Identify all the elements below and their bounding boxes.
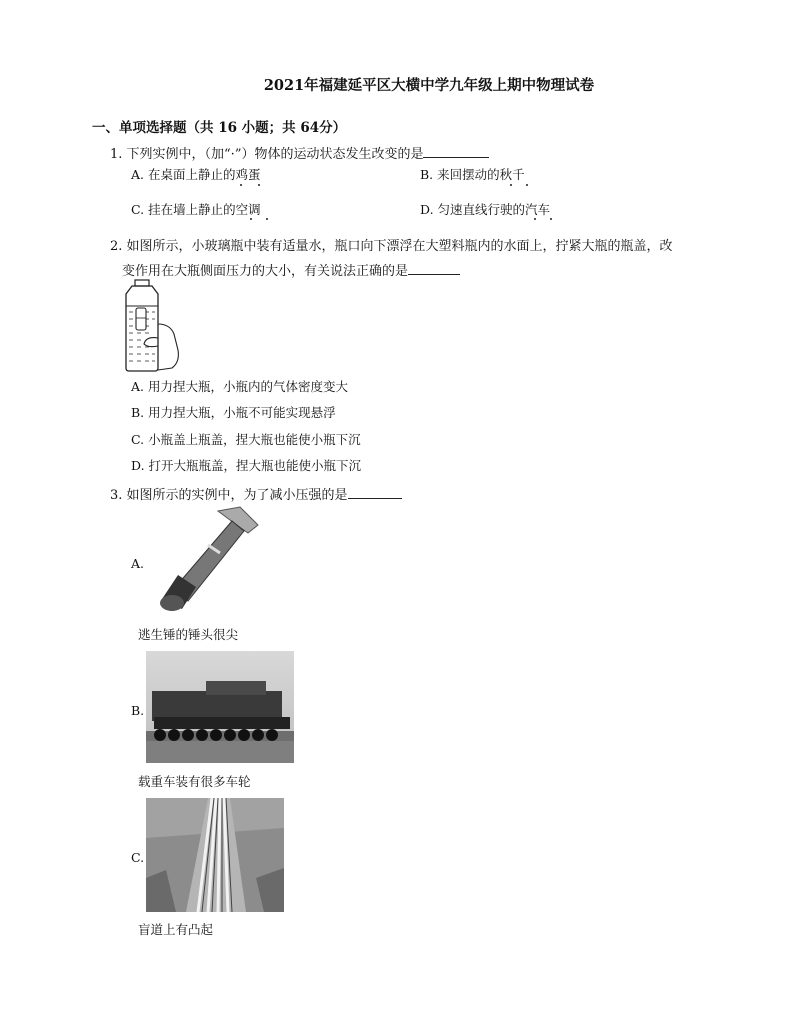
question-2-option-a: A. 用力捏大瓶，小瓶内的气体密度变大 [131, 379, 348, 394]
question-2-stem-line2 [122, 260, 460, 279]
emphasis-dot [526, 184, 528, 186]
emphasis-dot [258, 184, 260, 186]
question-3-stem [110, 484, 402, 503]
question-1-option-d: D. 匀速直线行驶的汽车 [420, 202, 551, 217]
emphasis-dot [266, 218, 268, 220]
tactile-paving-photo [146, 798, 284, 912]
page-title: 2021年福建延平区大横中学九年级上期中物理试卷 [263, 77, 595, 94]
bottle-figure [118, 278, 182, 374]
question-1-option-a: A. 在桌面上静止的鸡蛋 [131, 167, 261, 182]
question-2-option-d: D. 打开大瓶瓶盖，捏大瓶也能使小瓶下沉 [131, 458, 362, 473]
heavy-truck-photo [146, 651, 294, 763]
emphasis-dot [550, 218, 552, 220]
escape-hammer-photo [148, 505, 272, 617]
emphasis-dot [250, 218, 252, 220]
option-a-caption: 逃生锤的锤头很尖 [138, 627, 239, 642]
question-1-option-b: B. 来回摆动的秋千 [420, 167, 525, 182]
emphasis-dot [240, 184, 242, 186]
question-3-text: 3. 如图所示的实例中，为了减小压强的是 [110, 488, 348, 503]
question-2-stem-line1: 2. 如图所示，小玻璃瓶中装有适量水，瓶口向下漂浮在大塑料瓶内的水面上，拧紧大瓶的瓶盖，改 [110, 239, 673, 254]
answer-blank [423, 145, 489, 158]
question-2-text: 变作用在大瓶侧面压力的大小，有关说法正确的是 [122, 264, 409, 279]
question-2-option-b: B. 用力捏大瓶，小瓶不可能实现悬浮 [131, 405, 336, 420]
answer-blank [348, 486, 402, 499]
option-b-label: B. [131, 703, 145, 718]
option-c-label: C. [131, 850, 145, 865]
emphasis-dot [534, 218, 536, 220]
emphasis-dot [510, 184, 512, 186]
option-c-caption: 盲道上有凸起 [138, 922, 214, 937]
option-a-label: A. [131, 556, 145, 571]
question-1-stem [110, 143, 489, 162]
question-1-text: 1. 下列实例中，（加“·”）物体的运动状态发生改变的是 [110, 147, 424, 162]
option-b-caption: 载重车装有很多车轮 [138, 774, 251, 789]
question-1-option-c: C. 挂在墙上静止的空调 [131, 202, 261, 217]
question-2-option-c: C. 小瓶盖上瓶盖，捏大瓶也能使小瓶下沉 [131, 432, 361, 447]
section-heading: 一、单项选择题（共 16 小题；共 64分） [92, 120, 347, 136]
answer-blank [408, 262, 460, 275]
